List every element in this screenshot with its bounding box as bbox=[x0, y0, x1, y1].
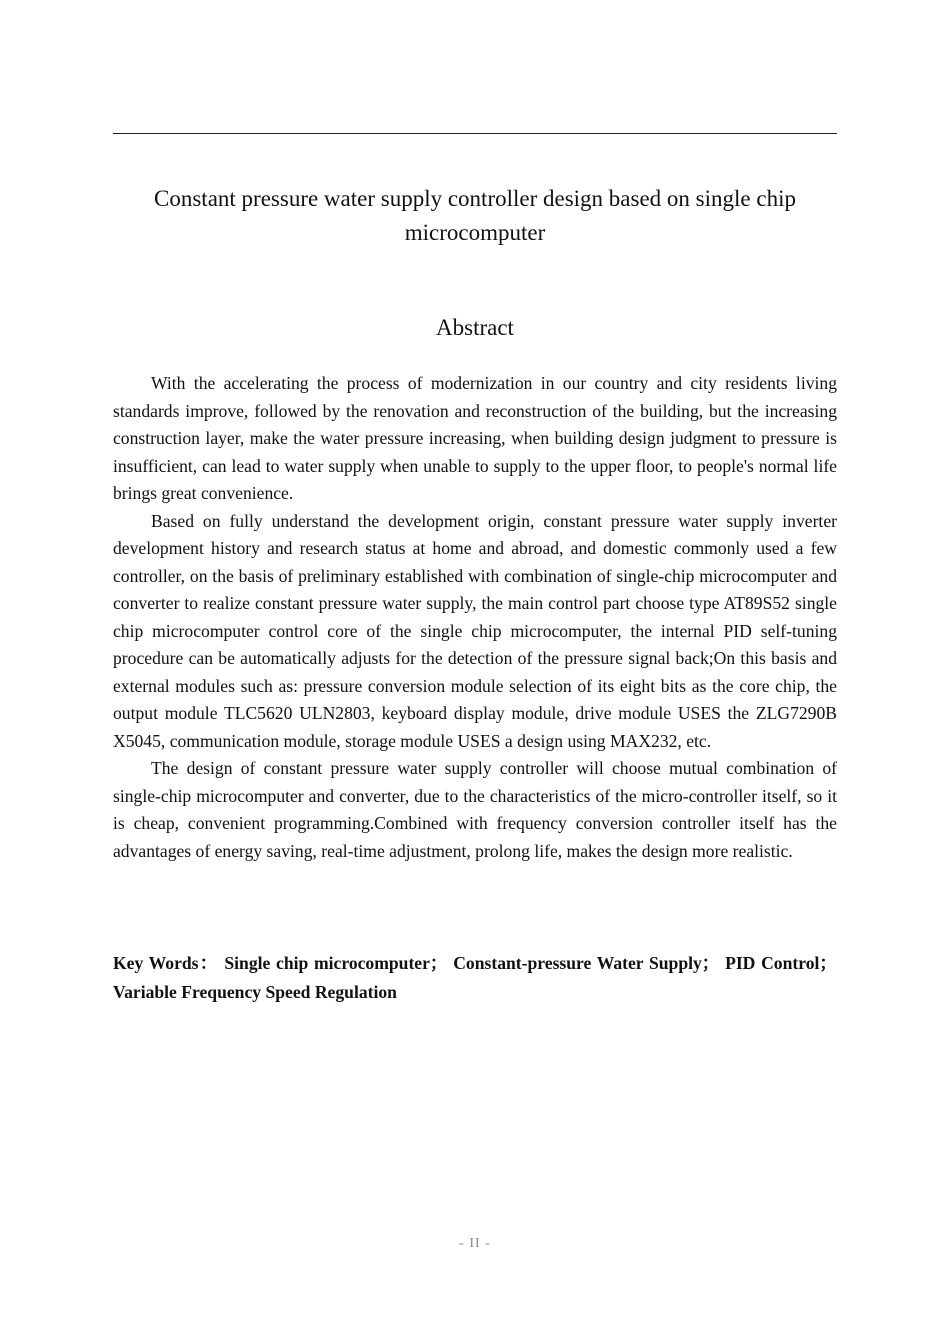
abstract-paragraph: Based on fully understand the development origin, constant pressure water supply inverter development history and research status at home and abroad, and domestic commonly used a few controller, on the basis of preliminary established with combination of single-chip microcomputer and converter to realize constant pressure water supply, the main control part choose type AT89S52 single chip microcomputer control core of the single chip microcomputer, the internal PID self-tuning procedure can be automatically adjusts for the detection of the pressure signal back;On this basis and external modules such as: pressure conversion module selection of its eight bits as the core chip, the output module TLC5620 ULN2803, keyboard display module, drive module USES the ZLG7290B X5045, communication module, storage module USES a design using MAX232, etc. bbox=[113, 510, 837, 751]
keywords: Key Words： Single chip microcomputer； Constant-pressure Water Supply； PID Control；Variable Frequency Speed Regulation bbox=[113, 953, 837, 1002]
abstract-body bbox=[113, 370, 837, 865]
paper-title: Constant pressure water supply controller design based on single chip microcomputer bbox=[154, 186, 796, 245]
page-number: - II - bbox=[459, 1236, 491, 1251]
abstract-paragraph: With the accelerating the process of modernization in our country and city residents living standards improve, followed by the renovation and reconstruction of the building, but the increasing construction layer, make the water pressure increasing, when building design judgment to pressure is insufficient, can lead to water supply when unable to supply to the upper floor, to people's normal life brings great convenience. bbox=[113, 373, 837, 503]
header-rule bbox=[113, 133, 837, 134]
abstract-heading: Abstract bbox=[436, 315, 514, 340]
abstract-paragraph: The design of constant pressure water supply controller will choose mutual combination of single-chip microcomputer and converter, due to the characteristics of the micro-controller itself, so it is cheap, convenient programming.Combined with frequency conversion controller itself has the advantages of energy saving, real-time adjustment, prolong life, makes the design more realistic. bbox=[113, 758, 837, 861]
